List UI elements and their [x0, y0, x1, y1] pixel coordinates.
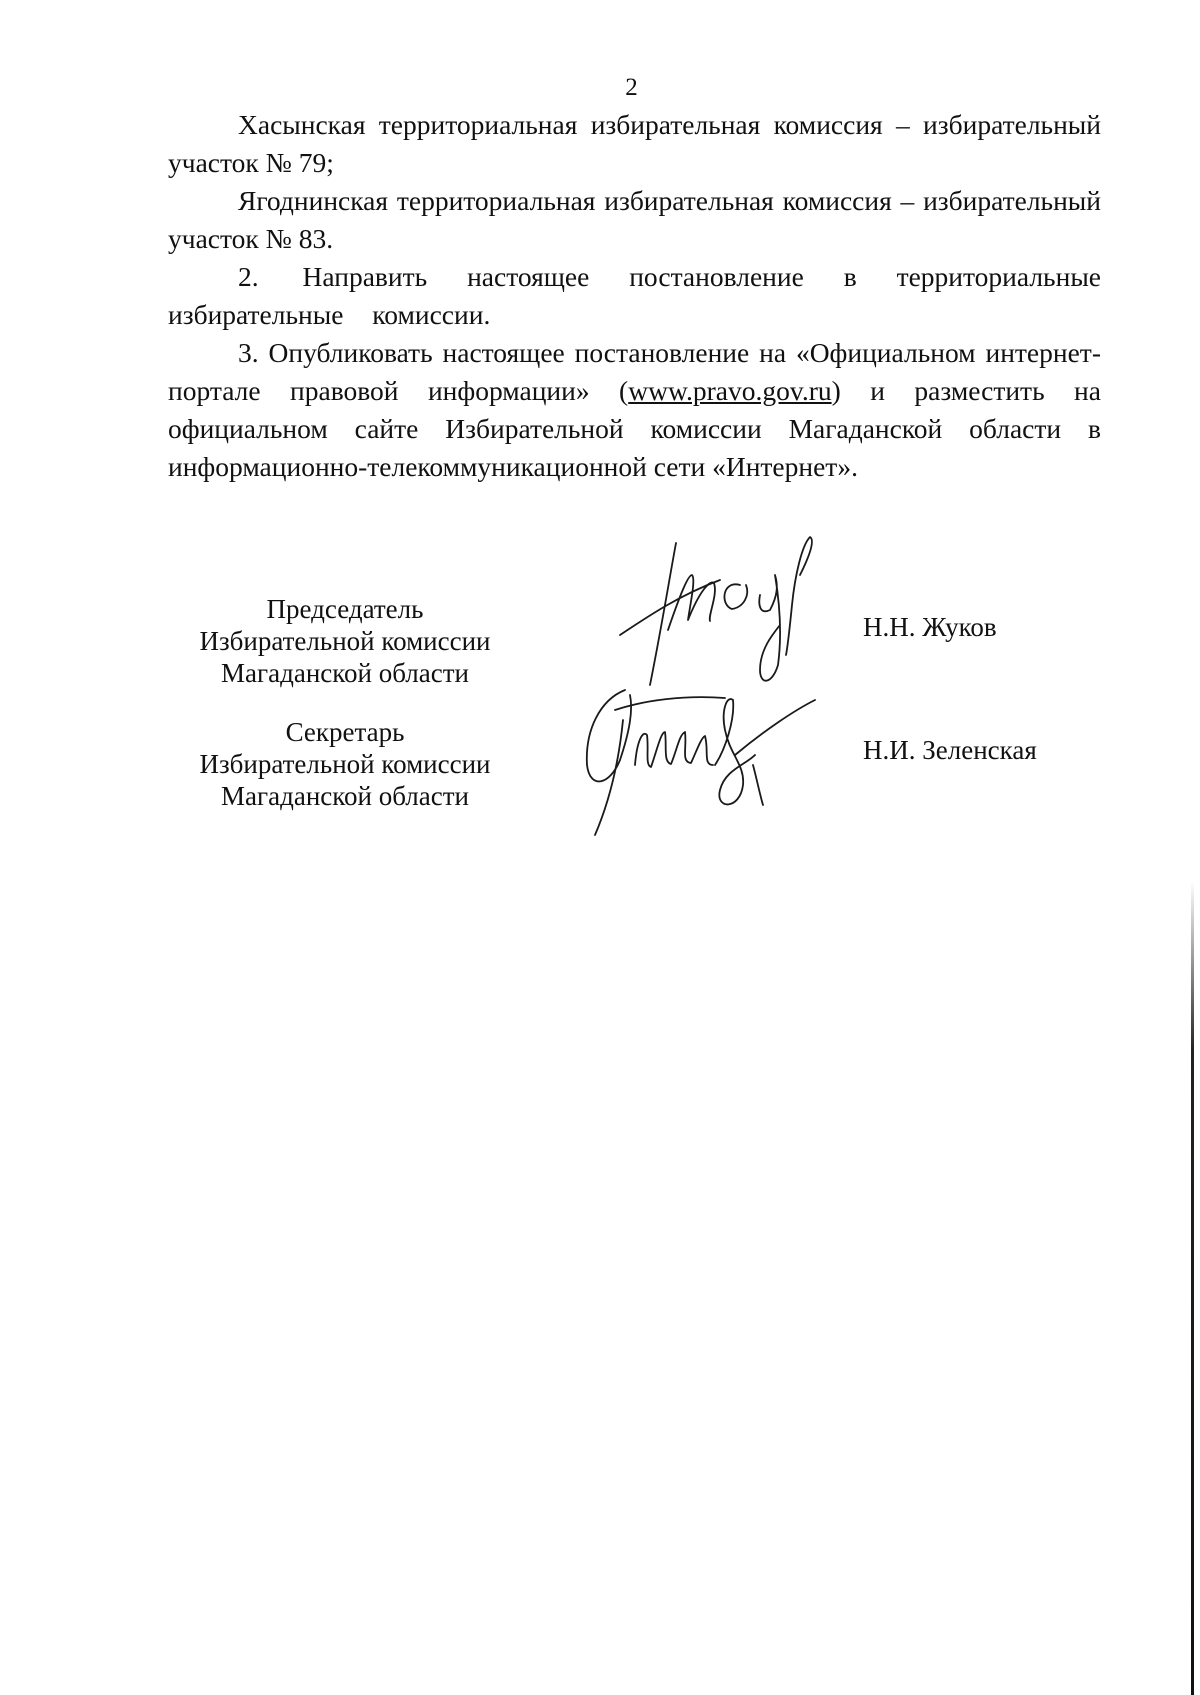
secretary-title: [170, 716, 520, 812]
pravo-link[interactable]: www.pravo.gov.ru: [628, 375, 832, 406]
chairman-title-line3: Магаданской области: [221, 658, 469, 688]
chairman-title-line2: Избирательной комиссии: [199, 626, 491, 656]
page-number: 2: [625, 74, 638, 101]
scan-edge: [1191, 0, 1194, 1695]
item-3-text-start: 3. Опубликовать настоящее постановление на «Официальном интернет-портале правовой информации» (: [168, 337, 1101, 406]
chairman-title: [170, 593, 520, 689]
item-2-number: 2.: [238, 261, 259, 292]
secretary-title-line2: Избирательной комиссии: [199, 749, 491, 779]
secretary-title-line3: Магаданской области: [221, 781, 469, 811]
secretary-title-line1: Секретарь: [285, 717, 405, 747]
item-3-text-end: ) и разместить на официальном сайте Избирательной комиссии Магаданской области в информационно-телекоммуникационной сети «Интернет».: [168, 375, 1101, 482]
document-body: [168, 106, 1101, 486]
paragraph-yagodnoye: Ягоднинская территориальная избирательная комиссия – избирательный участок № 83.: [168, 185, 1101, 254]
paragraph-item-2: [168, 258, 1101, 334]
secretary-name: Н.И. Зеленская: [863, 735, 1037, 765]
secretary-signature: [575, 670, 835, 840]
chairman-name: Н.Н. Жуков: [863, 612, 997, 642]
chairman-title-line1: Председатель: [266, 594, 424, 624]
paragraph-khasyn: Хасынская территориальная избирательная комиссия – избирательный участок № 79;: [168, 109, 1101, 178]
item-2-text: Направить настоящее постановление в территориальные избирательные комиссии.: [168, 261, 1101, 330]
paragraph-item-3: [168, 334, 1101, 486]
